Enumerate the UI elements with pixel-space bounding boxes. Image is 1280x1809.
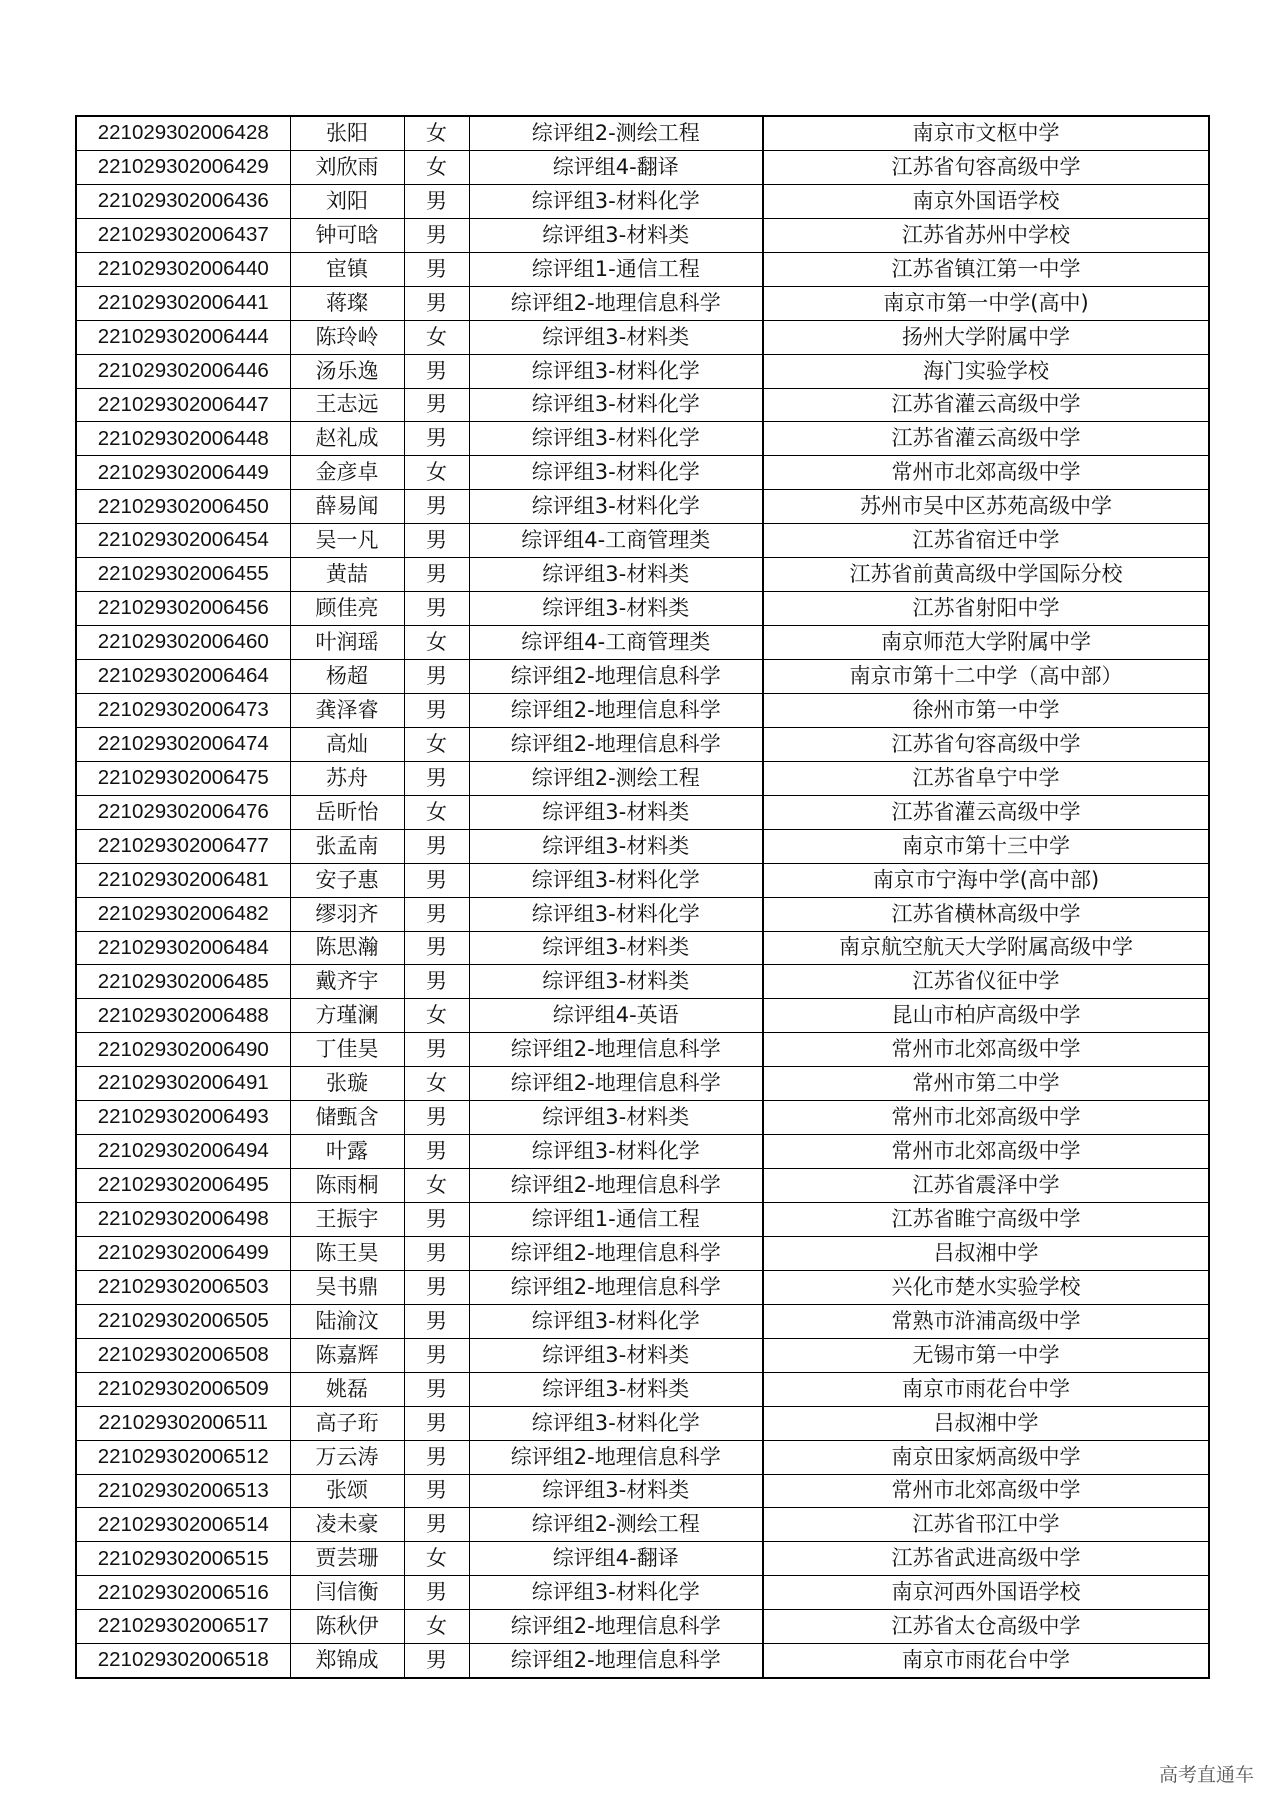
gender-cell: 男: [404, 1644, 469, 1678]
student-id-cell: 221029302006428: [76, 116, 290, 150]
school-cell: 江苏省横林高级中学: [763, 897, 1209, 931]
name-cell: 张孟南: [290, 829, 404, 863]
major-cell: 综评组4-翻译: [469, 150, 763, 184]
gender-cell: 男: [404, 490, 469, 524]
major-cell: 综评组3-材料化学: [469, 388, 763, 422]
major-cell: 综评组2-地理信息科学: [469, 660, 763, 694]
school-cell: 常州市第二中学: [763, 1067, 1209, 1101]
school-cell: 南京市文枢中学: [763, 116, 1209, 150]
student-id-cell: 221029302006514: [76, 1508, 290, 1542]
student-id-cell: 221029302006495: [76, 1169, 290, 1203]
gender-cell: 女: [404, 999, 469, 1033]
table-row: [76, 252, 1209, 286]
school-cell: 江苏省灌云高级中学: [763, 422, 1209, 456]
school-cell: 江苏省太仓高级中学: [763, 1610, 1209, 1644]
student-id-cell: 221029302006484: [76, 931, 290, 965]
name-cell: 闫信衡: [290, 1576, 404, 1610]
gender-cell: 男: [404, 1270, 469, 1304]
student-id-cell: 221029302006437: [76, 218, 290, 252]
gender-cell: 女: [404, 456, 469, 490]
name-cell: 安子惠: [290, 863, 404, 897]
gender-cell: 男: [404, 1440, 469, 1474]
school-cell: 南京市第十三中学: [763, 829, 1209, 863]
table-row: [76, 592, 1209, 626]
student-id-cell: 221029302006498: [76, 1203, 290, 1237]
gender-cell: 男: [404, 592, 469, 626]
name-cell: 吴一凡: [290, 524, 404, 558]
name-cell: 张颂: [290, 1474, 404, 1508]
gender-cell: 女: [404, 116, 469, 150]
major-cell: 综评组2-地理信息科学: [469, 693, 763, 727]
name-cell: 高子珩: [290, 1406, 404, 1440]
name-cell: 薛易闻: [290, 490, 404, 524]
table-row: [76, 320, 1209, 354]
student-id-cell: 221029302006499: [76, 1236, 290, 1270]
major-cell: 综评组2-地理信息科学: [469, 286, 763, 320]
table-row: [76, 388, 1209, 422]
school-cell: 江苏省句容高级中学: [763, 150, 1209, 184]
gender-cell: 男: [404, 1033, 469, 1067]
gender-cell: 男: [404, 1101, 469, 1135]
major-cell: 综评组3-材料化学: [469, 863, 763, 897]
gender-cell: 男: [404, 184, 469, 218]
major-cell: 综评组3-材料类: [469, 592, 763, 626]
school-cell: 江苏省阜宁中学: [763, 761, 1209, 795]
table-row: [76, 1203, 1209, 1237]
gender-cell: 男: [404, 252, 469, 286]
name-cell: 凌未豪: [290, 1508, 404, 1542]
table-body: [76, 116, 1209, 1678]
student-id-cell: 221029302006448: [76, 422, 290, 456]
name-cell: 叶润瑶: [290, 626, 404, 660]
major-cell: 综评组2-地理信息科学: [469, 1610, 763, 1644]
major-cell: 综评组4-翻译: [469, 1542, 763, 1576]
name-cell: 贾芸珊: [290, 1542, 404, 1576]
student-id-cell: 221029302006477: [76, 829, 290, 863]
school-cell: 江苏省苏州中学校: [763, 218, 1209, 252]
major-cell: 综评组2-测绘工程: [469, 116, 763, 150]
name-cell: 陈秋伊: [290, 1610, 404, 1644]
table-row: [76, 1440, 1209, 1474]
major-cell: 综评组1-通信工程: [469, 252, 763, 286]
school-cell: 江苏省前黄高级中学国际分校: [763, 558, 1209, 592]
gender-cell: 男: [404, 422, 469, 456]
student-id-cell: 221029302006436: [76, 184, 290, 218]
student-id-cell: 221029302006516: [76, 1576, 290, 1610]
major-cell: 综评组3-材料类: [469, 558, 763, 592]
student-id-cell: 221029302006509: [76, 1372, 290, 1406]
major-cell: 综评组2-地理信息科学: [469, 1440, 763, 1474]
name-cell: 杨超: [290, 660, 404, 694]
school-cell: 江苏省震泽中学: [763, 1169, 1209, 1203]
major-cell: 综评组2-地理信息科学: [469, 1033, 763, 1067]
major-cell: 综评组2-测绘工程: [469, 1508, 763, 1542]
name-cell: 高灿: [290, 727, 404, 761]
gender-cell: 男: [404, 1236, 469, 1270]
name-cell: 宦镇: [290, 252, 404, 286]
school-cell: 南京外国语学校: [763, 184, 1209, 218]
watermark-text: 高考直通车: [1158, 1764, 1254, 1786]
table-row: [76, 626, 1209, 660]
name-cell: 陈雨桐: [290, 1169, 404, 1203]
major-cell: 综评组3-材料化学: [469, 1406, 763, 1440]
table-row: [76, 1338, 1209, 1372]
table-row: [76, 1576, 1209, 1610]
name-cell: 陆渝汶: [290, 1304, 404, 1338]
gender-cell: 男: [404, 1338, 469, 1372]
gender-cell: 男: [404, 693, 469, 727]
gender-cell: 男: [404, 1135, 469, 1169]
school-cell: 海门实验学校: [763, 354, 1209, 388]
gender-cell: 男: [404, 897, 469, 931]
gender-cell: 男: [404, 1474, 469, 1508]
gender-cell: 男: [404, 931, 469, 965]
name-cell: 岳昕怡: [290, 795, 404, 829]
gender-cell: 女: [404, 1542, 469, 1576]
student-id-cell: 221029302006515: [76, 1542, 290, 1576]
gender-cell: 男: [404, 965, 469, 999]
name-cell: 陈思瀚: [290, 931, 404, 965]
gender-cell: 男: [404, 1406, 469, 1440]
gender-cell: 男: [404, 218, 469, 252]
school-cell: 江苏省灌云高级中学: [763, 388, 1209, 422]
major-cell: 综评组4-工商管理类: [469, 524, 763, 558]
table-row: [76, 116, 1209, 150]
school-cell: 常州市北郊高级中学: [763, 1101, 1209, 1135]
student-id-cell: 221029302006476: [76, 795, 290, 829]
gender-cell: 女: [404, 150, 469, 184]
major-cell: 综评组3-材料类: [469, 1372, 763, 1406]
major-cell: 综评组3-材料类: [469, 1338, 763, 1372]
name-cell: 方瑾澜: [290, 999, 404, 1033]
name-cell: 姚磊: [290, 1372, 404, 1406]
school-cell: 常州市北郊高级中学: [763, 456, 1209, 490]
school-cell: 南京市第一中学(高中): [763, 286, 1209, 320]
table-row: [76, 863, 1209, 897]
major-cell: 综评组3-材料化学: [469, 897, 763, 931]
table-row: [76, 490, 1209, 524]
school-cell: 扬州大学附属中学: [763, 320, 1209, 354]
table-row: [76, 1101, 1209, 1135]
table-row: [76, 524, 1209, 558]
school-cell: 江苏省灌云高级中学: [763, 795, 1209, 829]
table-row: [76, 897, 1209, 931]
name-cell: 赵礼成: [290, 422, 404, 456]
school-cell: 江苏省武进高级中学: [763, 1542, 1209, 1576]
gender-cell: 女: [404, 727, 469, 761]
table-row: [76, 1169, 1209, 1203]
school-cell: 徐州市第一中学: [763, 693, 1209, 727]
major-cell: 综评组2-地理信息科学: [469, 1067, 763, 1101]
student-id-cell: 221029302006518: [76, 1644, 290, 1678]
name-cell: 陈嘉辉: [290, 1338, 404, 1372]
major-cell: 综评组2-地理信息科学: [469, 727, 763, 761]
student-id-cell: 221029302006464: [76, 660, 290, 694]
major-cell: 综评组2-地理信息科学: [469, 1169, 763, 1203]
student-id-cell: 221029302006475: [76, 761, 290, 795]
school-cell: 苏州市吴中区苏苑高级中学: [763, 490, 1209, 524]
school-cell: 南京师范大学附属中学: [763, 626, 1209, 660]
major-cell: 综评组3-材料化学: [469, 354, 763, 388]
major-cell: 综评组3-材料化学: [469, 456, 763, 490]
table-row: [76, 1236, 1209, 1270]
name-cell: 储甄含: [290, 1101, 404, 1135]
student-id-cell: 221029302006481: [76, 863, 290, 897]
gender-cell: 男: [404, 354, 469, 388]
major-cell: 综评组2-地理信息科学: [469, 1236, 763, 1270]
major-cell: 综评组2-地理信息科学: [469, 1644, 763, 1678]
table-row: [76, 1372, 1209, 1406]
gender-cell: 男: [404, 761, 469, 795]
name-cell: 刘阳: [290, 184, 404, 218]
major-cell: 综评组3-材料化学: [469, 1135, 763, 1169]
student-id-cell: 221029302006512: [76, 1440, 290, 1474]
table-row: [76, 965, 1209, 999]
table-row: [76, 558, 1209, 592]
major-cell: 综评组3-材料类: [469, 320, 763, 354]
major-cell: 综评组3-材料化学: [469, 1304, 763, 1338]
student-id-cell: 221029302006493: [76, 1101, 290, 1135]
table-row: [76, 931, 1209, 965]
table-row: [76, 1406, 1209, 1440]
table-row: [76, 218, 1209, 252]
gender-cell: 女: [404, 1169, 469, 1203]
school-cell: 江苏省睢宁高级中学: [763, 1203, 1209, 1237]
major-cell: 综评组4-工商管理类: [469, 626, 763, 660]
student-id-cell: 221029302006505: [76, 1304, 290, 1338]
student-id-cell: 221029302006456: [76, 592, 290, 626]
student-id-cell: 221029302006454: [76, 524, 290, 558]
student-id-cell: 221029302006508: [76, 1338, 290, 1372]
student-id-cell: 221029302006450: [76, 490, 290, 524]
table-row: [76, 999, 1209, 1033]
school-cell: 南京田家炳高级中学: [763, 1440, 1209, 1474]
name-cell: 龚泽睿: [290, 693, 404, 727]
school-cell: 兴化市楚水实验学校: [763, 1270, 1209, 1304]
name-cell: 丁佳昊: [290, 1033, 404, 1067]
school-cell: 昆山市柏庐高级中学: [763, 999, 1209, 1033]
table-row: [76, 1135, 1209, 1169]
major-cell: 综评组3-材料类: [469, 931, 763, 965]
name-cell: 王志远: [290, 388, 404, 422]
name-cell: 蒋璨: [290, 286, 404, 320]
school-cell: 常州市北郊高级中学: [763, 1474, 1209, 1508]
gender-cell: 男: [404, 1508, 469, 1542]
major-cell: 综评组3-材料化学: [469, 184, 763, 218]
table-row: [76, 456, 1209, 490]
table-row: [76, 795, 1209, 829]
gender-cell: 男: [404, 1304, 469, 1338]
name-cell: 王振宇: [290, 1203, 404, 1237]
student-id-cell: 221029302006482: [76, 897, 290, 931]
table-row: [76, 1474, 1209, 1508]
student-id-cell: 221029302006446: [76, 354, 290, 388]
table-row: [76, 1067, 1209, 1101]
student-id-cell: 221029302006449: [76, 456, 290, 490]
name-cell: 黄喆: [290, 558, 404, 592]
gender-cell: 男: [404, 558, 469, 592]
gender-cell: 男: [404, 1576, 469, 1610]
table-row: [76, 1033, 1209, 1067]
student-id-cell: 221029302006429: [76, 150, 290, 184]
school-cell: 江苏省射阳中学: [763, 592, 1209, 626]
table-row: [76, 761, 1209, 795]
school-cell: 常州市北郊高级中学: [763, 1135, 1209, 1169]
table-row: [76, 1304, 1209, 1338]
name-cell: 吴书鼎: [290, 1270, 404, 1304]
school-cell: 常熟市浒浦高级中学: [763, 1304, 1209, 1338]
table-row: [76, 660, 1209, 694]
student-id-cell: 221029302006460: [76, 626, 290, 660]
name-cell: 张璇: [290, 1067, 404, 1101]
student-id-cell: 221029302006485: [76, 965, 290, 999]
major-cell: 综评组3-材料类: [469, 795, 763, 829]
school-cell: 江苏省句容高级中学: [763, 727, 1209, 761]
table-row: [76, 422, 1209, 456]
name-cell: 汤乐逸: [290, 354, 404, 388]
name-cell: 顾佳亮: [290, 592, 404, 626]
school-cell: 南京市宁海中学(高中部): [763, 863, 1209, 897]
school-cell: 吕叔湘中学: [763, 1236, 1209, 1270]
name-cell: 刘欣雨: [290, 150, 404, 184]
student-id-cell: 221029302006511: [76, 1406, 290, 1440]
major-cell: 综评组3-材料类: [469, 829, 763, 863]
table-row: [76, 150, 1209, 184]
gender-cell: 女: [404, 795, 469, 829]
school-cell: 常州市北郊高级中学: [763, 1033, 1209, 1067]
name-cell: 苏舟: [290, 761, 404, 795]
student-id-cell: 221029302006513: [76, 1474, 290, 1508]
school-cell: 南京河西外国语学校: [763, 1576, 1209, 1610]
major-cell: 综评组4-英语: [469, 999, 763, 1033]
student-id-cell: 221029302006440: [76, 252, 290, 286]
major-cell: 综评组3-材料类: [469, 1101, 763, 1135]
school-cell: 江苏省宿迁中学: [763, 524, 1209, 558]
name-cell: 戴齐宇: [290, 965, 404, 999]
gender-cell: 男: [404, 660, 469, 694]
gender-cell: 女: [404, 320, 469, 354]
school-cell: 南京市第十二中学（高中部）: [763, 660, 1209, 694]
major-cell: 综评组3-材料类: [469, 965, 763, 999]
name-cell: 万云涛: [290, 1440, 404, 1474]
student-id-cell: 221029302006447: [76, 388, 290, 422]
gender-cell: 男: [404, 863, 469, 897]
school-cell: 江苏省邗江中学: [763, 1508, 1209, 1542]
major-cell: 综评组3-材料类: [469, 1474, 763, 1508]
student-id-cell: 221029302006491: [76, 1067, 290, 1101]
table-row: [76, 184, 1209, 218]
gender-cell: 男: [404, 1203, 469, 1237]
major-cell: 综评组3-材料化学: [469, 490, 763, 524]
table-row: [76, 354, 1209, 388]
name-cell: 金彦卓: [290, 456, 404, 490]
table-row: [76, 829, 1209, 863]
major-cell: 综评组2-测绘工程: [469, 761, 763, 795]
student-id-cell: 221029302006488: [76, 999, 290, 1033]
school-cell: 吕叔湘中学: [763, 1406, 1209, 1440]
table-row: [76, 693, 1209, 727]
admission-list-table: [75, 115, 1210, 1679]
table-row: [76, 1610, 1209, 1644]
school-cell: 南京航空航天大学附属高级中学: [763, 931, 1209, 965]
table-row: [76, 1508, 1209, 1542]
major-cell: 综评组3-材料化学: [469, 422, 763, 456]
student-id-cell: 221029302006455: [76, 558, 290, 592]
name-cell: 张阳: [290, 116, 404, 150]
major-cell: 综评组1-通信工程: [469, 1203, 763, 1237]
student-id-cell: 221029302006494: [76, 1135, 290, 1169]
student-id-cell: 221029302006503: [76, 1270, 290, 1304]
school-cell: 南京市雨花台中学: [763, 1644, 1209, 1678]
gender-cell: 男: [404, 286, 469, 320]
table-row: [76, 1270, 1209, 1304]
school-cell: 江苏省仪征中学: [763, 965, 1209, 999]
school-cell: 无锡市第一中学: [763, 1338, 1209, 1372]
gender-cell: 女: [404, 626, 469, 660]
major-cell: 综评组2-地理信息科学: [469, 1270, 763, 1304]
name-cell: 缪羽齐: [290, 897, 404, 931]
student-id-cell: 221029302006441: [76, 286, 290, 320]
student-id-cell: 221029302006473: [76, 693, 290, 727]
gender-cell: 女: [404, 1067, 469, 1101]
name-cell: 陈玲岭: [290, 320, 404, 354]
table-row: [76, 1542, 1209, 1576]
major-cell: 综评组3-材料类: [469, 218, 763, 252]
major-cell: 综评组3-材料化学: [469, 1576, 763, 1610]
table-row: [76, 727, 1209, 761]
gender-cell: 女: [404, 1610, 469, 1644]
student-id-cell: 221029302006444: [76, 320, 290, 354]
student-id-cell: 221029302006490: [76, 1033, 290, 1067]
school-cell: 南京市雨花台中学: [763, 1372, 1209, 1406]
gender-cell: 男: [404, 1372, 469, 1406]
school-cell: 江苏省镇江第一中学: [763, 252, 1209, 286]
gender-cell: 男: [404, 829, 469, 863]
name-cell: 陈王昊: [290, 1236, 404, 1270]
table-row: [76, 286, 1209, 320]
gender-cell: 男: [404, 388, 469, 422]
gender-cell: 男: [404, 524, 469, 558]
name-cell: 钟可晗: [290, 218, 404, 252]
student-id-cell: 221029302006474: [76, 727, 290, 761]
name-cell: 叶露: [290, 1135, 404, 1169]
student-id-cell: 221029302006517: [76, 1610, 290, 1644]
table-row: [76, 1644, 1209, 1678]
name-cell: 郑锦成: [290, 1644, 404, 1678]
